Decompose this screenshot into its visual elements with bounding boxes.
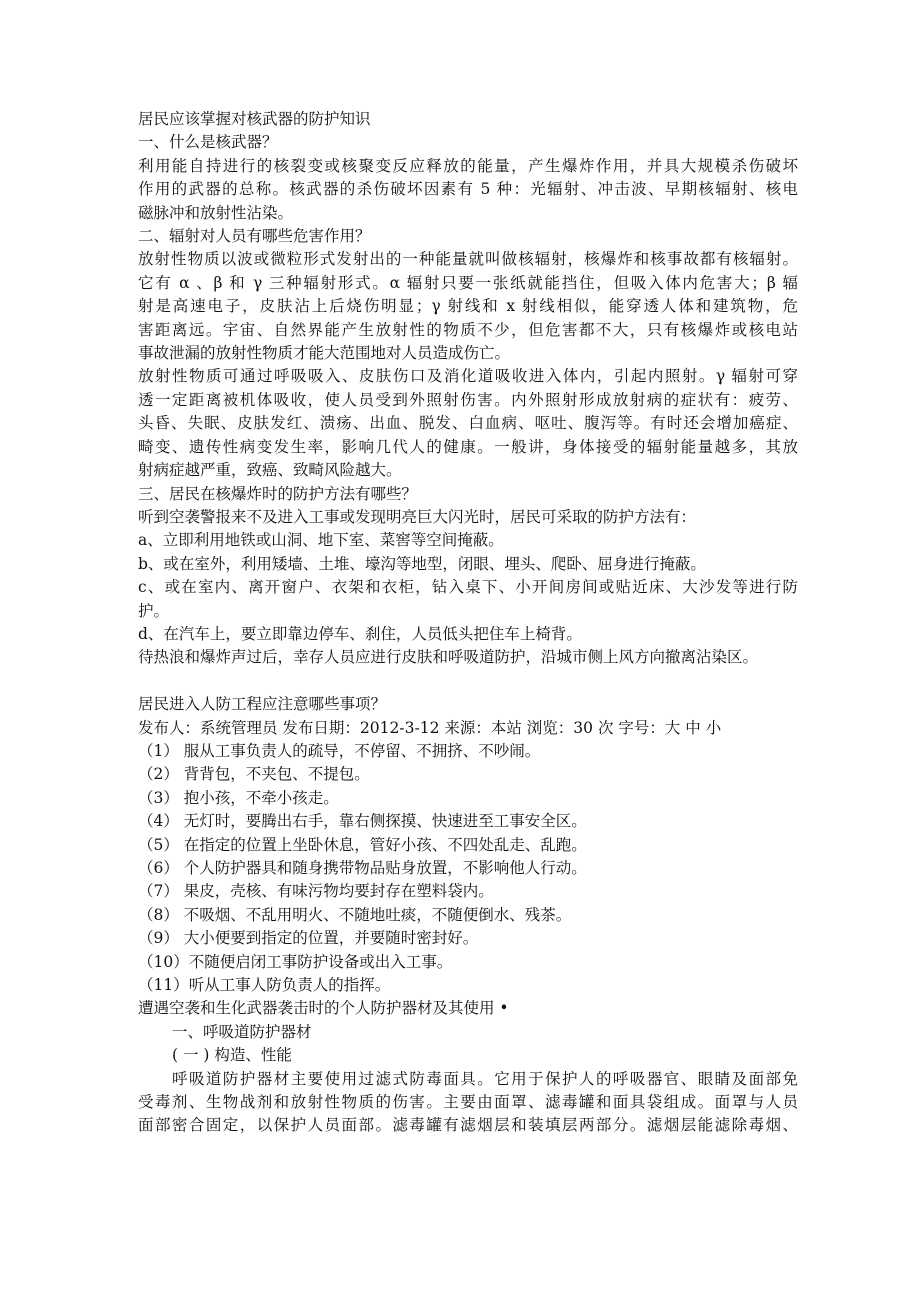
paragraph-line: 事故泄漏的放射性物质才能大范围地对人员造成伤亡。 xyxy=(138,344,511,363)
list-item: b、或在室外，利用矮墙、土堆、壕沟等地型，闭眼、埋头、爬卧、屈身进行掩蔽。 xyxy=(138,554,706,573)
document-page xyxy=(138,108,798,1138)
list-item: c、或在室内、离开窗户、衣架和衣柜，钻入桌下、小开间房间或贴近床、大沙发等进行防 xyxy=(138,578,798,597)
paragraph-line: 射病症越严重，致癌、致畸风险越大。 xyxy=(138,461,402,480)
paragraph-line: 待热浪和爆炸声过后，幸存人员应进行皮肤和呼吸道防护，沿城市侧上风方向撤离沾染区。 xyxy=(138,648,759,667)
paragraph-line: 透一定距离被机体吸收，使人员受到外照射伤害。内外照射形成放射病的症状有：疲劳、 xyxy=(138,390,798,409)
paragraph-line: 头昏、失眠、皮肤发红、溃疡、出血、脱发、白血病、呕吐、腹泻等。有时还会增加癌症、 xyxy=(138,414,798,433)
list-item: （4） 无灯时，要腾出右手，靠右侧探摸、快速进至工事安全区。 xyxy=(138,812,587,831)
paragraph-line: 畸变、遗传性病变发生率，影响几代人的健康。一般讲，身体接受的辐射能量越多，其放 xyxy=(138,437,798,456)
list-item: （5） 在指定的位置上坐卧休息，管好小孩、不四处乱走、乱跑。 xyxy=(138,835,587,854)
paragraph-line: 放射性物质以波或微粒形式发射出的一种能量就叫做核辐射，核爆炸和核事故都有核辐射。 xyxy=(138,250,798,269)
sub-heading-2: ( 一 ) 构造、性能 xyxy=(172,1046,292,1065)
paragraph-line: 听到空袭警报来不及进入工事或发现明亮巨大闪光时，居民可采取的防护方法有： xyxy=(138,507,697,526)
list-item: 护。 xyxy=(138,601,170,620)
list-item: （9） 大小便要到指定的位置，并要随时密封好。 xyxy=(138,929,479,948)
question-heading-3: 三、居民在核爆炸时的防护方法有哪些？ xyxy=(138,484,418,503)
question-heading-1: 一、什么是核武器？ xyxy=(138,133,278,152)
question-heading-2: 二、辐射对人员有哪些危害作用？ xyxy=(138,227,371,246)
article-meta: 发布人：系统管理员 发布日期：2012-3-12 来源：本站 浏览：30 次 字号：大 中 小 xyxy=(138,718,722,737)
paragraph-line: 面部密合固定，以保护人员面部。滤毒罐有滤烟层和装填层两部分。滤烟层能滤除毒烟、 xyxy=(138,1116,798,1135)
list-item: d、在汽车上，要立即靠边停车、刹住，人员低头把住车上椅背。 xyxy=(138,624,582,643)
paragraph-line: 害距离远。宇宙、自然界能产生放射性的物质不少，但危害都不大，只有核爆炸或核电站 xyxy=(138,320,798,339)
blank-line xyxy=(138,670,798,693)
article-title: 居民应该掌握对核武器的防护知识 xyxy=(138,110,371,128)
list-item: （3） 抱小孩，不牵小孩走。 xyxy=(138,788,339,807)
paragraph-line: 它有 α 、β 和 γ 三种辐射形式。α 辐射只要一张纸就能挡住，但吸入体内危害大；β 辐 xyxy=(138,273,798,292)
paragraph-line: 受毒剂、生物战剂和放射性物质的伤害。主要由面罩、滤毒罐和面具袋组成。面罩与人员 xyxy=(138,1093,798,1112)
list-item: （8） 不吸烟、不乱用明火、不随地吐痰，不随便倒水、残茶。 xyxy=(138,905,572,924)
list-item: （10）不随便启闭工事防护设备或出入工事。 xyxy=(138,952,453,971)
paragraph-line: 利用能自持进行的核裂变或核聚变反应释放的能量，产生爆炸作用，并具大规模杀伤破坏 xyxy=(138,156,798,175)
list-item: （2） 背背包，不夹包、不提包。 xyxy=(138,765,370,784)
list-item: （1） 服从工事负责人的疏导，不停留、不拥挤、不吵闹。 xyxy=(138,741,541,760)
paragraph-line: 作用的武器的总称。核武器的杀伤破坏因素有 5 种：光辐射、冲击波、早期核辐射、核电 xyxy=(138,180,798,199)
article-title-3: 遭遇空袭和生化武器袭击时的个人防护器材及其使用 • xyxy=(138,999,509,1018)
paragraph-line: 放射性物质可通过呼吸吸入、皮肤伤口及消化道吸收进入体内，引起内照射。γ 辐射可穿 xyxy=(138,367,798,386)
list-item: （6） 个人防护器具和随身携带物品贴身放置，不影响他人行动。 xyxy=(138,858,587,877)
sub-heading-1: 一、呼吸道防护器材 xyxy=(172,1022,312,1041)
list-item: （7） 果皮，壳核、有味污物均要封存在塑料袋内。 xyxy=(138,882,494,901)
paragraph-line: 射是高速电子，皮肤沾上后烧伤明显；γ 射线和 x 射线相似，能穿透人体和建筑物，危 xyxy=(138,297,798,316)
article-title-2: 居民进入人防工程应注意哪些事项？ xyxy=(138,695,387,714)
list-item: a、立即利用地铁或山洞、地下室、菜窖等空间掩蔽。 xyxy=(138,531,504,550)
list-item: （11）听从工事人防负责人的指挥。 xyxy=(138,976,391,995)
paragraph-line: 呼吸道防护器材主要使用过滤式防毒面具。它用于保护人的呼吸器官、眼睛及面部免 xyxy=(172,1069,798,1088)
paragraph-line: 磁脉冲和放射性沾染。 xyxy=(138,203,294,222)
